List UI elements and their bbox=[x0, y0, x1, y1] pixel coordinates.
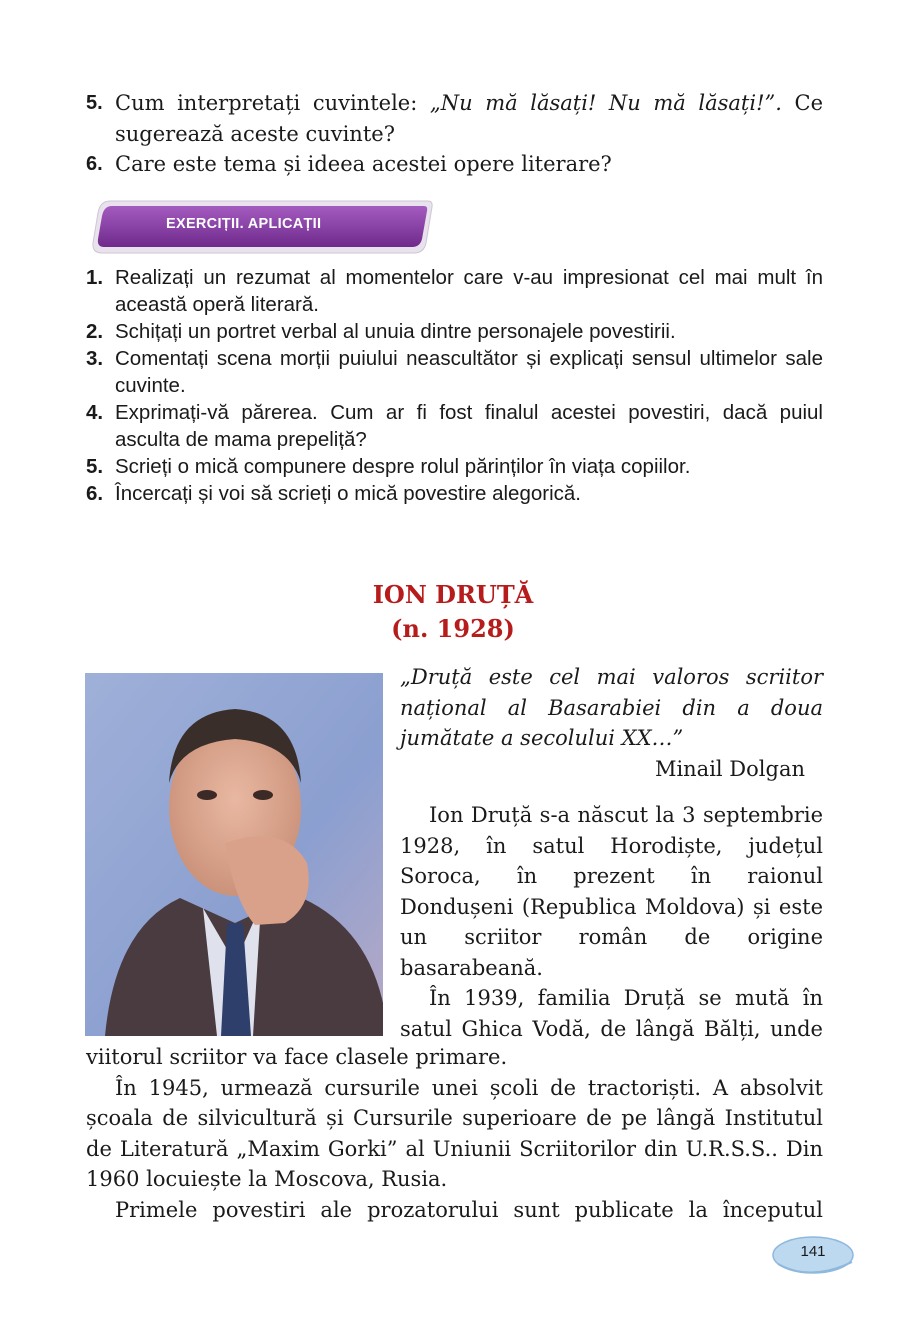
exercise-item bbox=[86, 399, 823, 453]
exercise-text: Schițați un portret verbal al unuia dintre personajele povestirii. bbox=[115, 320, 676, 343]
exercise-number: 4. bbox=[86, 401, 104, 424]
author-portrait bbox=[85, 673, 383, 1036]
exercise-item bbox=[86, 480, 823, 507]
exercise-number: 5. bbox=[86, 455, 104, 478]
exercise-number: 3. bbox=[86, 347, 104, 370]
question-item bbox=[86, 149, 823, 180]
question-number: 5. bbox=[86, 92, 103, 114]
bio-paragraph: Ion Druță s-a născut la 3 septembrie 1928, în satul Horodiște, județul Soroca, în prezent în raionul Dondușeni (Republica Moldova) și este un scriitor român de origine basarabeană. bbox=[400, 803, 823, 980]
exercise-item bbox=[86, 453, 823, 480]
biography-side bbox=[400, 800, 823, 1044]
exercise-text: Încercați și voi să scrieți o mică povestire alegorică. bbox=[115, 482, 581, 505]
exercise-item bbox=[86, 318, 823, 345]
author-dates: (n. 1928) bbox=[391, 614, 515, 643]
review-questions bbox=[86, 88, 823, 180]
question-text bbox=[115, 88, 823, 149]
exercise-text: Exprimați-vă părerea. Cum ar fi fost finalul acestei povestiri, dacă puiul asculta de mama prepeliță? bbox=[115, 401, 823, 451]
section-banner bbox=[88, 199, 436, 255]
exercise-item bbox=[86, 264, 823, 318]
exercise-text: Comentați scena morții puiului neascultător și explicați sensul ultimelor sale cuvinte. bbox=[115, 347, 823, 397]
exercise-text: Scrieți o mică compunere despre rolul părinților în viața copiilor. bbox=[115, 455, 691, 478]
question-quote: „Nu mă lăsați! Nu mă lăsați!”. bbox=[429, 91, 782, 115]
exercise-text: Realizați un rezumat al momentelor care v-au impresionat cel mai mult în această operă literară. bbox=[115, 266, 823, 316]
author-quote: „Druță este cel mai valoros scriitor național al Basarabiei din a doua jumătate a secolului XX…” bbox=[400, 665, 823, 750]
question-text-part: Cum interpretați cuvintele: bbox=[115, 91, 430, 115]
question-text-part: Ce sugerează aceste cuvinte? bbox=[115, 91, 824, 146]
exercise-number: 6. bbox=[86, 482, 104, 505]
bio-paragraph: Primele povestiri ale prozatorului sunt publicate la începutul bbox=[115, 1197, 823, 1222]
author-name: ION DRUȚĂ bbox=[372, 580, 534, 609]
page-number: 141 bbox=[800, 1243, 826, 1260]
page-number-badge bbox=[770, 1234, 856, 1280]
question-text: Care este tema și ideea acestei opere literare? bbox=[115, 152, 612, 176]
exercise-number: 1. bbox=[86, 266, 104, 289]
bio-paragraph: În 1945, urmează cursurile unei școli de tractoriști. A absolvit școala de silvicultură și Cursurile superioare de pe lângă Institutul de Literatură „Maxim Gorki” al Uniunii Scriitorilor din U.R.S.S.. Din 1960 locuiește la Moscova, Rusia. bbox=[86, 1075, 823, 1191]
banner-label: EXERCIȚII. APLICAȚII bbox=[166, 216, 322, 232]
exercise-list bbox=[86, 264, 823, 507]
question-number: 6. bbox=[86, 153, 103, 175]
question-item bbox=[86, 88, 823, 149]
bio-paragraph: viitorul scriitor va face clasele primare. bbox=[86, 1045, 508, 1069]
exercise-item bbox=[86, 345, 823, 399]
exercise-number: 2. bbox=[86, 320, 104, 343]
bio-paragraph: În 1939, familia Druță se mută în satul Ghica Vodă, de lângă Bălți, unde bbox=[400, 986, 823, 1041]
biography-main bbox=[86, 1042, 823, 1225]
portrait-image bbox=[85, 673, 383, 1036]
quote-author: Minail Dolgan bbox=[654, 757, 805, 781]
